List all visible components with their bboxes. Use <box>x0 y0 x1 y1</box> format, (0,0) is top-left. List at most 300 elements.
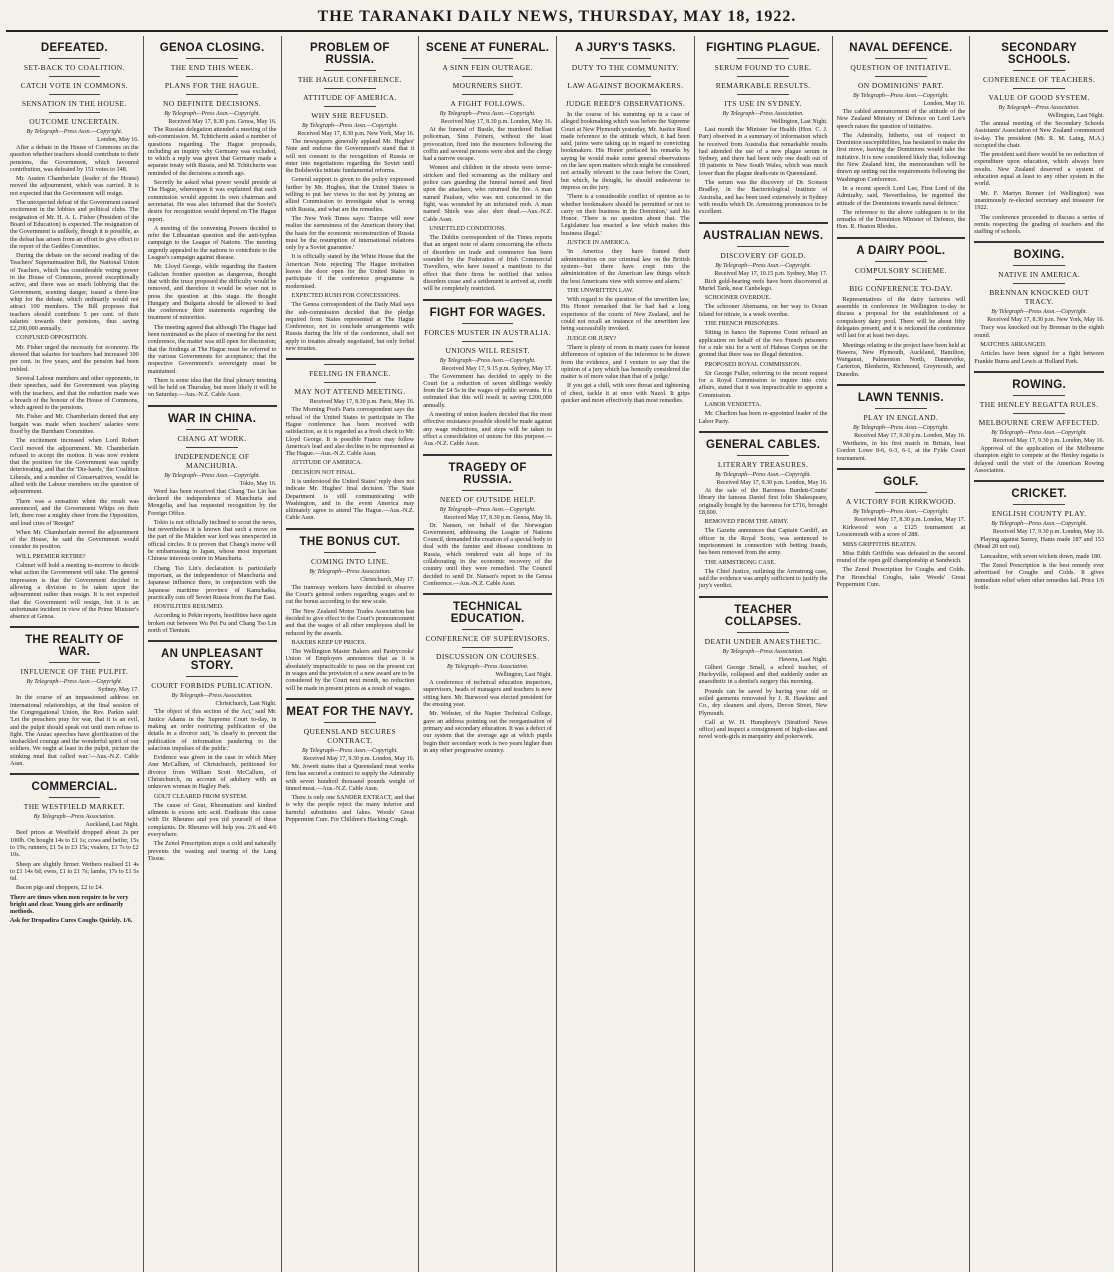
article-paragraph: Miss Edith Griffiths was defeated in the second round of the open golf championship at Sandwich. <box>836 549 966 565</box>
article-subheading: CATCH VOTE IN COMMONS. <box>20 81 129 90</box>
headline-rule <box>737 94 789 95</box>
article-paragraph: There is some idea that the final plenary meeting will be held on Thursday, but more likely it will be on Saturday.—Aus.-N.Z. Cable Assn. <box>147 376 277 399</box>
headline-rule <box>186 76 238 77</box>
headline-rule <box>462 323 514 324</box>
article-headline: AUSTRALIAN NEWS. <box>702 229 824 242</box>
column-3 <box>282 36 420 1272</box>
article-byline: By Telegraph—Press Assn.—Copyright. <box>852 425 949 432</box>
article-paragraph: Lancashire, with seven wickets down, made 180. <box>980 552 1102 560</box>
article-separator <box>286 358 415 360</box>
article-paragraph: Mr. Webster, of the Napier Technical College, gave an address pointing out the reorganisation of primary and secondary education. It was a defect of our system that the average age at which pupils begin their secondary work is two years higher than in any other progressive country. <box>423 710 552 754</box>
article-subheading: CONFERENCE OF SUPERVISORS. <box>425 634 550 644</box>
article-headline: MEAT FOR THE NAVY. <box>286 705 414 718</box>
article-subheading: MAY NOT ATTEND MEETING. <box>294 387 406 397</box>
article-paragraph: The New York Times says: 'Europe will now realize the earnestness of the American theory that the basis for the economic reconstruction of Russia must be the resumption of international relations only by a Soviet guarantee.' <box>285 214 415 252</box>
article-paragraph: Several Labour members and other opponents, in their speeches, said the Government was playing with the teachers, and that the reduction made was a breach of the honour of the House of Commons, which agreed to the pensions. <box>10 374 139 412</box>
article-subheading: THE WESTFIELD MARKET. <box>23 802 125 812</box>
article-byline: By Telegraph—Press Assn.—Copyright. <box>852 93 949 99</box>
article-subheading: LITERARY TREASURES. <box>717 459 809 469</box>
article-byline: By Telegraph—Press Assn.—Copyright. <box>164 472 261 479</box>
article-paragraph: The Admiralty, hitherto, out of respect to Dominion susceptibilities, has hesitated to make the first move, leaving the Dominions would take the initiative. It is now considered likely that, following the New Zealand hint, the memorandum will be drawn up setting out the requirements following the Washington Conference. <box>836 131 966 183</box>
article-subheading: INDEPENDENCE OF MANCHURIA. <box>174 451 250 470</box>
column-4 <box>419 36 557 1272</box>
article-paragraph: During the debate on the second reading of the Teachers' Superannuation Bill, the National Union of Teachers, which has considerable voting power in the House of Commons, proved exceptionally active, and there was so much lobbying that the Government, scenting danger, issued a three-line whip for the debate, which ordinarily would not attract 100 members. The Bill proposes that teachers should contribute 5 per cent. of their salaries towards their pensions, thus saving £2,200,000 annually. <box>10 252 139 333</box>
article-paragraph: The schooner Abemama, on her way to Ocean Island for nitrate, is a week overdue. <box>698 303 828 318</box>
article-paragraph: The cabled announcement of the attitude of the New Zealand Ministry of Defence on Lord Lee's speech raises the question of initiative. <box>836 108 966 130</box>
article-paragraph: With regard to the question of the unwritten law, His Honor remarked that he had had a long experience of the courts of New Zealand, and he could not recall an instance of the unwritten law being successfully invoked. <box>561 296 690 333</box>
article-paragraph: The unexpected defeat of the Government caused excitement in the lobbies and political clubs. The resignation of Mr. H. A. L. Fisher (President of the Board of Education) is expected. The resignation of the Government is unlikely, though it is possible, as the defeat has arisen from an effort to give effect to the report of the Geddes Committee. <box>10 199 139 250</box>
headline-rule <box>875 408 927 409</box>
article-paragraph: In the course of his summing up in a case of alleged bookmaking which was before the Supreme Court at New Plymouth yesterday, Mr. Justice Reed made reference to the attitude which, it had been said, juries were taking up in regard to convicting bookmakers. His Honor prefaced his remarks by saying he would make some general observations on the law upon matters which might be considered not actually relevant to the case before the Court, but which, he thought, he should endeavour to impress on the jury. <box>561 111 690 191</box>
article-paragraph: ATTITUDE OF AMERICA. <box>291 459 363 467</box>
article-separator <box>148 640 277 642</box>
article-separator <box>10 626 139 628</box>
headline-rule <box>737 632 789 633</box>
headline-rule <box>324 70 376 71</box>
article-dateline: Auckland, Last Night. <box>85 822 139 829</box>
headline-rule <box>49 112 101 113</box>
article-separator <box>837 237 966 239</box>
article-subheading: NO DEFINITE DECISIONS. <box>163 99 262 108</box>
article-headline: LAWN TENNIS. <box>857 392 944 405</box>
article-paragraph: When Mr. Chamberlain moved the adjournment of the House, he said the Government would consider its position. <box>10 528 139 551</box>
advertisement: Ask for Dropadira Cures Coughs Quickly. 1/6. <box>10 916 133 924</box>
article-dateline: Received May 17, 8.30 p.m. New York, May 16. <box>297 131 415 137</box>
article-paragraph: LABOR VENDETTA. <box>704 401 762 409</box>
article-paragraph: 'The object of this section of the Act,' said Mr. Justice Adams in the Supreme Court to-day, in making an order restricting publication of the details in a divorce suit, 'is clearly to prevent the publication of information pandering to the salacious impulses of the public.' <box>147 708 277 752</box>
article-paragraph: Playing against Surrey, Hants made 187 and 153 (Mead 20 not out). <box>974 536 1104 551</box>
article-byline: By Telegraph—Press Association. <box>446 664 529 671</box>
article-paragraph: Mr. Austen Chamberlain (leader of the House) moved the adjournment, which was carried. It is not expected that the Government will resign. <box>10 175 139 197</box>
headline-rule <box>49 797 101 798</box>
article-subheading: PLANS FOR THE HAGUE. <box>164 81 260 90</box>
article-headline: WAR IN CHINA. <box>168 412 257 425</box>
article-separator <box>974 480 1104 482</box>
headline-rule <box>1013 395 1065 396</box>
article-paragraph: Mr. Fisher and Mr. Chamberlain denied that any bargain was made when teachers' salaries were fixed by the Burnham Committee. <box>10 413 139 435</box>
article-headline: GENERAL CABLES. <box>706 438 821 451</box>
article-subheading: COURT FORBIDS PUBLICATION. <box>151 681 273 691</box>
article-paragraph: In the course of an impassioned address on international relationships, at the final session of the Congregational Union, the Rev. Parkin said: 'Let the preachers pray for war, that it is an evil, and the pulpit should speak out until men refuse to fight. The Anzac speeches have glorification of the unshackled courage and the wonderful spirit of our soldiers. We ought at least in the pulpit, picture the stinking mud that called war.'—Aus.-N.Z. Cable Assn. <box>10 694 139 768</box>
article-subheading: JUDGE REED'S OBSERVATIONS. <box>565 99 686 108</box>
article-paragraph: After a debate in the House of Commons on the question whether teachers should contribute to their pensions, the Government, which favoured contribution, was defeated by 151 votes to 148. <box>10 144 139 173</box>
article-separator <box>423 454 552 456</box>
article-separator <box>286 698 415 700</box>
headline-rule <box>462 629 514 630</box>
article-byline: By Telegraph—Press Assn.—Copyright. <box>991 429 1088 436</box>
article-headline: THE BONUS CUT. <box>299 535 401 548</box>
headline-rule <box>1013 70 1065 71</box>
article-headline: FIGHT FOR WAGES. <box>429 306 546 319</box>
headline-rule <box>600 58 652 59</box>
article-headline: AN UNPLEASANT STORY. <box>160 648 264 673</box>
article-subheading: THE HAGUE CONFERENCE. <box>297 75 402 84</box>
article-paragraph: If you get a chill, with sore throat and tightening of chest, tackle it at once with Nazol. It grips quicker and more effectively than most remedies. <box>561 382 690 404</box>
article-subheading: COMING INTO LINE. <box>311 556 389 566</box>
article-paragraph: The newspapers generally applaud Mr. Hughes' Note and endorse the Government's stand that it will not consent to the recognition of Russia or enter into negotiations regarding the Soviet until the Bolsheviks initiate fundamental reforms. <box>285 138 415 175</box>
article-paragraph: The serum was the discovery of Dr. Scotson Bradley, in the Bacteriological Institute of Australia, and has been used extensively in Sydney with results which Dr. Armstrong pronounces to be excellent. <box>698 179 828 216</box>
article-subheading: THE END THIS WEEK. <box>170 63 254 72</box>
article-dateline: Received May 17, 8.30 p.m. Paris, May 16. <box>309 399 415 406</box>
article-subheading: CHANG AT WORK. <box>177 433 247 443</box>
article-separator <box>423 593 552 595</box>
article-headline: NAVAL DEFENCE. <box>849 42 953 54</box>
article-subheading: DISCUSSION ON COURSES. <box>436 652 540 662</box>
article-byline: By Telegraph—Press Assn.—Copyright. <box>715 471 812 478</box>
article-dateline: Received May 17, 8.30 p.m. Genoa, May 16. <box>443 514 552 521</box>
article-paragraph: JUDGE OR JURY? <box>567 334 617 342</box>
article-paragraph: The president said there would be no reduction of expenditure upon education, which always bore results. New Zealand deserved a system of education equal at least to any other system in the world. <box>974 151 1104 188</box>
article-paragraph: Sitting in banco the Supreme Court refused an application on behalf of the two French prisoners for a rule nisi for a writ of Habeas Corpus on the ground that there was no illegal detention. <box>698 329 828 359</box>
column-6 <box>695 36 833 1272</box>
article-subheading: FORCES MUSTER IN AUSTRALIA. <box>424 327 552 337</box>
article-paragraph: THE FRENCH PRISONERS. <box>704 320 780 328</box>
article-subheading: A VICTORY FOR KIRKWOOD. <box>845 496 957 506</box>
article-paragraph: DECISION NOT FINAL. <box>291 468 356 476</box>
article-subheading: ATTITUDE OF AMERICA. <box>303 93 397 102</box>
columns <box>6 36 1108 1272</box>
article-subheading: DISCOVERY OF GOLD. <box>720 250 806 260</box>
article-byline: By Telegraph—Press Association. <box>722 111 804 117</box>
article-paragraph: MATCHES ARRANGED. <box>980 341 1047 349</box>
article-dateline: Received May 17, 9.30 p.m. London, May 16. <box>716 479 828 486</box>
article-paragraph: The Russian delegation attended a meeting of the sub-commission. M. Tchitcherin asked a number of questions regarding The Hague proposals, including an inquiry why Germany was excluded, to which a reply was given that Germany made a separate treaty with Russia, and M. Tchitcherin was reminded of the decisions a month ago. <box>147 126 277 177</box>
column-2 <box>144 36 282 1272</box>
headline-rule <box>324 722 376 723</box>
article-paragraph: A conference of technical education inspectors, supervisors, heads of managers and teachers is now sitting here. Mr. Burwood was elected president for the ensuing year. <box>423 679 552 709</box>
article-subheading: FEELING IN FRANCE. <box>309 369 391 379</box>
article-paragraph: The New Zealand Motor Trades Association has decided to give effect to the Court's pronouncement and that the wages of all other employees shall be reduced by the awards. <box>285 607 415 637</box>
article-headline: FIGHTING PLAGUE. <box>706 42 821 54</box>
article-paragraph: A meeting of the convening Powers decided to refer the Lithuanian question and the anti-typhus campaign to the League of Nations. The meeting urgently appealed to the nations to contribute to the League's campaign against disease. <box>147 224 277 262</box>
headline-rule <box>49 662 101 663</box>
article-paragraph: The Genoa correspondent of the Daily Mail says the sub-commission decided that the pledge required from States represented at The Hague Conference, not to conclude arrangements with Russia during the life of the conference, shall not apply to treaties already negotiated, but only forbid new treaties. <box>285 301 415 353</box>
article-paragraph: The Dublin correspondent of the Times reports that an urgent note of alarm concerning the effects of disorders on trade and commerce has been sounded by the Federation of Irish Commercial Travellers, who have issued a manifesto to the effect that their firms be notified that unless disorders cease and a settlement is arrived at, credit will be completely restricted. <box>423 234 552 293</box>
article-paragraph: A meeting of union leaders decided that the most effective resistance possible should be made against any wage reductions, and steps will be taken to effect a consolidation of unions for this purpose.—Aus.-N.Z. Cable Assn. <box>423 411 552 448</box>
article-paragraph: Kirkwood won a £125 tournament at Lossiemouth with a score of 288. <box>836 523 966 539</box>
article-paragraph: Wertheim, in his first match in Britain, beat Gordon Lowe 8-6, 6-3, 6-1, at the Fylde Court tournament. <box>836 440 966 462</box>
article-paragraph: The tramway workers have decided to observe the Court's general orders regarding wages and to cut the bonus according to the new scale. <box>285 583 415 606</box>
article-paragraph: Call at W. H. Humphrey's (Stratford News office) and inspect a consignment of high-class and novel work-girls in marquetry and pokerwork. <box>698 718 828 741</box>
article-dateline: Wellington, Last Night. <box>1047 113 1104 119</box>
article-headline: TRAGEDY OF RUSSIA. <box>448 461 527 486</box>
article-subheading: CONFERENCE OF TEACHERS. <box>983 75 1096 84</box>
article-headline: BOXING. <box>1013 249 1065 262</box>
article-paragraph: Chang Tso Lin's declaration is particularly important, as the independence of Manchuria and Japanese influence there, in conjunction with the Japanese maritime province of Kamchatka, practically cuts off Soviet Russia from the Far East. <box>147 564 277 601</box>
article-paragraph: According to Pekin reports, hostilities have again broken out between Wu Pei Fu and Chang Tso Lin north of Tientsin. <box>147 612 277 635</box>
article-paragraph: Pounds can be saved by having your old or soiled garments renovated by J. R. Hawkins and Co., dry cleaners and dyers, Devon Street, New Plymouth. <box>698 687 828 717</box>
article-paragraph: Bacon pigs and choppers, £2 to £4. <box>16 884 103 892</box>
article-paragraph: PROPOSED ROYAL COMMISSION. <box>704 360 801 368</box>
article-byline: By Telegraph—Press Association. <box>998 105 1080 111</box>
article-paragraph: Mr. Charlton has been re-appointed leader of the Labor Party. <box>698 410 828 425</box>
article-byline: By Telegraph—Press Assn.—Copyright. <box>26 129 123 135</box>
article-byline: By Telegraph—Press Association. <box>171 693 253 700</box>
article-byline: By Telegraph—Press Assn.—Copyright. <box>991 521 1088 528</box>
headline-rule <box>600 94 652 95</box>
article-byline: By Telegraph—Press Assn.—Copyright. <box>164 111 261 117</box>
advertisement: There are times when men require to be very bright and clear. Young girls are ordinarily methods. <box>10 893 129 915</box>
article-headline: SCENE AT FUNERAL. <box>425 42 550 54</box>
article-dateline: Received May 17, 9.30 p.m. London, May 16. <box>992 437 1104 444</box>
article-paragraph: Cabinet will hold a meeting to-morrow to decide what action the Government will take. The general impression is that the Government decided in allowing a division to be taken upon the adjournment rather than resign. It is not expected that the Government will resign, but it is an unfortunate incident in view of the Prime Minister's absence at Genoa. <box>10 562 139 621</box>
article-separator <box>974 241 1104 243</box>
article-paragraph: There was a sensation when the result was announced, and the Government Whips on their left, there rose a mighty cheer from the Opposition, and loud cries of 'Resign!' <box>10 497 139 527</box>
article-subheading: COMPULSORY SCHEME. <box>854 265 947 275</box>
article-subheading: ON DOMINIONS' PART. <box>857 81 944 90</box>
column-8 <box>970 36 1108 1272</box>
article-byline: By Telegraph—Press Assn.—Copyright. <box>991 309 1088 316</box>
article-paragraph: The Chief Justice, outlining the Armstrong case, said the evidence was amply sufficient to justify the jury's verdict. <box>698 567 828 590</box>
article-paragraph: GOUT CLEARED FROM SYSTEM. <box>153 792 248 800</box>
article-paragraph: Approval of the application of the Melbourne champion eight to compete at the Henley regatta is delayed until the visit of the American Rowing Association. <box>974 444 1104 474</box>
headline-rule <box>186 58 238 59</box>
article-subheading: DUTY TO THE COMMUNITY. <box>571 63 679 72</box>
article-paragraph: The meeting agreed that although The Hague had been nominated as the place of meeting for the next conference, the matter was still open for discussion; that the findings at The Hague must be referred to the various Governments for acceptance; that the respective Government's sovereignty must be maintained. <box>147 323 277 375</box>
article-dateline: Received May 17, 10.15 p.m. Sydney, May 17. <box>714 270 828 277</box>
article-paragraph: The reference to the above cablegram is to the remarks of the Dominion Minister of Defence, the Hon. R. Heaton Rhodes. <box>836 208 966 231</box>
headline-rule <box>737 76 789 77</box>
article-subheading: A SINN FEIN OUTRAGE. <box>442 63 533 72</box>
headline-rule <box>49 94 101 95</box>
masthead-title: THE TARANAKI DAILY NEWS, THURSDAY, MAY 18, 1922. <box>317 8 797 25</box>
headline-rule <box>324 106 376 107</box>
article-separator <box>837 468 966 470</box>
article-paragraph: Mr. Lloyd George, while regarding the Eastern Galician frontier question as dangerous, thought that with the truce proposed the difficulty would be removed, and therefore it would be wiser not to press the question at this stage. He thought Hungary and Bulgaria should be allowed to lead the conference their statements regarding the treatment of minorities. <box>147 263 277 322</box>
article-paragraph: It is officially stated by the White House that the American Note rejecting The Hague invitation leaves the door open for the United States to participate if the conference programme is modernised. <box>285 253 415 290</box>
article-paragraph: The Morning Post's Paris correspondent says the refusal of the United States to participate in The Hague conference has been received with satisfaction, as it is regarded as a fresh check to Mr. Lloyd George. It is possible France may follow America's lead and also decline to be represented at The Hague.—Aus.-N.Z. Cable Assn. <box>285 406 415 458</box>
article-paragraph: The cause of Gout, Rheumatism and kindred ailments is excess uric acid. Eradicate this cause with Dr. Rheumo and you rid yourself of these complaints. Dr. Rheumo will help you. 2/6 and 4/6 everywhere. <box>147 801 277 839</box>
article-headline: TECHNICAL EDUCATION. <box>450 601 525 626</box>
headline-rule <box>462 341 514 342</box>
article-separator <box>148 405 277 407</box>
headline-rule <box>737 455 789 456</box>
article-paragraph: The Wellington Master Bakers and Pastrycooks' Union of Employers announces that as it is absolutely impracticable to pass on the present cut in wages and the provision of a new award are to be considered by the Court next month, no reduction will be made in present prices as a result of wages. <box>285 648 415 692</box>
article-paragraph: General support is given to the policy expressed further by Mr. Hughes, that the United States is willing to put her views to the test by joining an allied Commission to investigate what is wrong with Russia, and what are the remedies. <box>285 176 415 213</box>
article-paragraph: UNSETTLED CONDITIONS. <box>429 224 506 232</box>
article-paragraph: At the sale of the Baroness Burdett-Coutts' library the famous Daniel first folio Shakespeare, originally bought by the baroness for £716, brought £8,600. <box>698 486 828 516</box>
article-paragraph: REMOVED FROM THE ARMY. <box>704 518 789 526</box>
article-paragraph: At the funeral of Bustle, the murdered Belfast policeman, Sinn Feiners, without the least provocation, fired into the mourners following the coffin and several persons were shot and the clergy had a narrow escape. <box>423 126 552 163</box>
article-paragraph: Mr. F. Martyn Renner (of Wellington) was unanimously re-elected secretary and treasurer for 1922. <box>974 189 1104 212</box>
article-paragraph: JUSTICE IN AMERICA. <box>567 239 631 247</box>
article-separator <box>699 431 828 433</box>
article-headline: GOLF. <box>883 475 919 488</box>
article-paragraph: Representatives of the dairy factories will assemble in conference in Wellington to-day to discuss a proposal for the establishment of a compulsory dairy pool. There will be about fifty delegates present, and it is reckoned the conference will last for at least two days. <box>836 295 966 340</box>
article-subheading: MELBOURNE CREW AFFECTED. <box>978 417 1100 427</box>
article-paragraph: Sir George Fuller, referring to the recent request for a Royal Commission to inquire into civic affairs, stated that it was impracticable to appoint a Commission. <box>698 369 828 399</box>
article-headline: ROWING. <box>1012 378 1067 391</box>
article-paragraph: Tracy was knocked out by Brennan in the eighth round. <box>974 324 1104 339</box>
article-paragraph: 'In America they have framed their administration on our criminal law on the British system—but there have crept into the administration of the American law things which the best Americans view with sorrow and alarm.' <box>561 248 690 285</box>
article-byline: By Telegraph—Press Assn.—Copyright. <box>439 506 536 513</box>
article-headline: TEACHER COLLAPSES. <box>724 603 802 628</box>
article-separator <box>10 773 139 775</box>
article-dateline: Wellington, Last Night. <box>495 672 552 679</box>
article-paragraph: Last month the Minister for Health (Hon. C. J. Parr) observed in a summary of information which he received from Australia that remarkable results had attended the use of a new plague serum in Sydney, and there had been only one death out of 18 patients in New South Wales, which was much lower than the plague death-rate in Queensland. <box>698 126 828 177</box>
article-subheading: BRENNAN KNOCKED OUT TRACY. <box>989 288 1089 307</box>
article-subheading: BIG CONFERENCE TO-DAY. <box>849 283 953 293</box>
article-paragraph: The excitement increased when Lord Robert Cecil moved the adjournment. Mr. Chamberlain refused to accept the motion. It was now evident that the position for the Government was rapidly deteriorating, and that the 'Die-hards,' the Coalition Liberals, and a number of Conservatives, would be allied with the Labour members on the question of adjournment. <box>10 437 139 496</box>
article-subheading: QUEENSLAND SECURES CONTRACT. <box>303 726 397 745</box>
article-paragraph: CONFUSED OPPOSITION. <box>16 334 88 342</box>
article-subheading: SET-BACK TO COALITION. <box>23 63 125 72</box>
article-subheading: NEED OF OUTSIDE HELP. <box>439 494 536 504</box>
headline-rule <box>324 88 376 89</box>
article-byline: By Telegraph—Press Assn.—Copyright. <box>439 357 536 364</box>
article-byline: By Telegraph—Press Assn.—Copyright. <box>852 508 949 515</box>
article-headline: A JURY'S TASKS. <box>575 42 676 54</box>
headline-rule <box>875 261 927 262</box>
article-paragraph: Sheep are slightly firmer. Wethers realised £1 4s to £1 14s 6d; ewes, £1 to £1 7s; lambs, 17s to £1 5s 6d. <box>10 860 139 883</box>
headline-rule <box>462 490 514 491</box>
article-paragraph: Tokio is not officially inclined to scout the news, but nevertheless it is known that such a move on the part of the Mukden war lord was unexpected in official circles. It is proven that Chang's move will be embarrassing to Japan, whose most important Chinese interests centre in Manchuria. <box>147 518 277 563</box>
headline-rule <box>1013 265 1065 266</box>
article-subheading: REMARKABLE RESULTS. <box>715 81 811 90</box>
article-byline: By Telegraph—Press Assn.—Copyright. <box>439 111 536 117</box>
article-headline: GENOA CLOSING. <box>159 42 265 54</box>
headline-rule <box>1013 413 1065 414</box>
article-separator <box>974 371 1104 373</box>
article-paragraph: The conference proceeded to discuss a series of remits respecting the grading of teachers and the staffing of schools. <box>974 213 1104 236</box>
headline-rule <box>462 58 514 59</box>
article-subheading: SERUM FOUND TO CURE. <box>714 63 812 72</box>
article-headline: PROBLEM OF RUSSIA. <box>310 42 390 66</box>
article-dateline: Tokio, May 16. <box>239 480 277 487</box>
headline-rule <box>324 382 376 383</box>
headline-rule <box>324 552 376 553</box>
article-subheading: ENGLISH COUNTY PLAY. <box>991 509 1087 519</box>
article-dateline: Hawera, Last Night. <box>778 656 828 663</box>
article-separator <box>286 528 415 530</box>
article-paragraph: Mr. Jowett states that a Queensland meat works firm has secured a contract to supply the Admiralty with seven hundred thousand pounds weight of tinned meat.—Aus.-N.Z. Cable Assn. <box>285 762 415 792</box>
article-byline: By Telegraph—Press Association. <box>33 814 116 821</box>
article-headline: COMMERCIAL. <box>31 781 118 794</box>
column-5 <box>557 36 695 1272</box>
headline-rule <box>324 364 376 365</box>
article-dateline: London, May 16. <box>97 137 139 143</box>
headline-rule <box>875 279 927 280</box>
headline-rule <box>1013 504 1065 505</box>
article-paragraph: Gilbert George Small, a school teacher, of Hurleyville, collapsed and died suddenly under an anaesthetic in a dentist's surgery this morning. <box>698 663 828 686</box>
article-paragraph: SCHOONER OVERDUE. <box>704 294 771 302</box>
article-paragraph: In a recent speech Lord Lee, First Lord of the Admiralty, said, 'Nevertheless, he regretted the attitude of the Dominions towards naval defence.' <box>836 184 966 207</box>
headline-rule <box>186 94 238 95</box>
article-subheading: DEATH UNDER ANAESTHETIC. <box>704 636 822 646</box>
article-byline: By Telegraph—Press Assn.—Copyright. <box>26 679 123 686</box>
article-paragraph: MISS GRIFFITHS BEATEN. <box>842 540 917 548</box>
article-headline: A DAIRY POOL. <box>856 244 946 257</box>
article-paragraph: Secretly he asked what power would preside at The Hague, whereupon it was explained that each commission would appoint its own chairman and secretariat. He was also informed that the Soviet's desire for recognition would depend on The Hague report. <box>147 179 277 223</box>
article-headline: THE REALITY OF WAR. <box>25 634 124 659</box>
article-paragraph: Dr. Nansen, on behalf of the Norwegian Government, addressing the League of Nations Council, demanded the creation of a special body to deal with the famine and disease conditions in Russia, which rendered vain all hope of its collaborating in the economic recovery of the country until they were remedied. The Council decided to send Dr. Nansen's report to the Genoa Conference.—Aus.-N.Z. Cable Assn. <box>423 521 552 587</box>
article-dateline: Received May 17, 9.30 p.m. London, May 16. <box>854 433 966 440</box>
article-paragraph: Word has been received that Chang Tso Lin has declared the independence of Manchuria and Mongolia, and has requested recognition by the Foreign Office. <box>147 487 277 517</box>
article-byline: By Telegraph—Press Assn.—Copyright. <box>301 747 398 754</box>
article-byline: By Telegraph—Press Association. <box>309 568 391 575</box>
article-subheading: VALUE OF GOOD SYSTEM. <box>988 93 1090 102</box>
headline-rule <box>49 76 101 77</box>
article-subheading: OUTCOME UNCERTAIN. <box>29 117 120 126</box>
article-dateline: Wellington, Last Night. <box>770 119 828 125</box>
article-paragraph: WILL PREMIER RETIRE? <box>16 552 86 560</box>
headline-rule <box>737 58 789 59</box>
article-separator <box>837 384 966 386</box>
article-byline: By Telegraph—Press Association. <box>722 648 804 655</box>
article-dateline: Received May 17, 8.30 p.m. Genoa, May 16. <box>168 119 277 125</box>
article-dateline: Received May 17, 9.15 p.m. Sydney, May 17. <box>441 365 552 372</box>
article-subheading: PLAY IN ENGLAND. <box>863 413 939 423</box>
article-paragraph: Beef prices at Westfield dropped about 2s per 100lb. On bought 14s to £1 1s; cows and heifer, 15s to 19s; runners, £1 5s to £3 15s; vealers, £1 7s to £2 10s. <box>10 829 139 859</box>
article-paragraph: 'There is a considerable conflict of opinion as to whether bookmakers should be permitted or not to carry on their business in the Dominion,' said his Honor. 'There is no question about that. The Legislature has enacted a law which makes this business illegal.' <box>561 193 690 237</box>
article-paragraph: BAKERS KEEP UP PRICES. <box>291 638 366 646</box>
article-dateline: Christchurch, Last Night. <box>215 701 277 708</box>
article-dateline: Sydney, May 17. <box>98 687 139 694</box>
article-separator <box>699 222 828 224</box>
headline-rule <box>462 76 514 77</box>
column-1 <box>6 36 144 1272</box>
article-byline: By Telegraph—Press Assn.—Copyright. <box>301 123 398 129</box>
article-paragraph: The Government has decided to apply to the Court for a reduction of seven shillings weekly from the £4 5s in the wages of public servants. It is estimated that this will result in saving £200,000 annually. <box>423 372 552 409</box>
article-dateline: Received May 17, 8.30 p.m. London, May 17. <box>854 516 966 523</box>
headline-rule <box>49 58 101 59</box>
headline-rule <box>737 246 789 247</box>
article-paragraph: The Gazette announces that Captain Cardiff, an officer in the Royal Scots, was sentenced to imprisonment in connection with betting frauds, has been removed from the army. <box>698 527 828 557</box>
article-headline: SECONDARY SCHOOLS. <box>1001 42 1077 66</box>
article-paragraph: Articles have been signed for a fight between Frankie Burns and Lewis at Holland Park. <box>974 350 1104 365</box>
article-paragraph: Mr. Fisher urged the necessity for economy. He showed that salaries for teachers had increased 100 per cent. in five years, and the pension had been trebled. <box>10 343 139 373</box>
article-paragraph: The Zenol Prescription for Coughs and Colds. For Bronchial Coughs, take Woods' Great Peppermint Cure. <box>836 566 966 588</box>
article-paragraph: EXPECTED RUSH FOR CONCESSIONS. <box>291 291 401 299</box>
article-paragraph: The annual meeting of the Secondary Schools Assistants' Association of New Zealand commenced to-day. The president (Mr. R. M. Laing, M.A.) occupied the chair. <box>974 120 1104 149</box>
article-headline: CRICKET. <box>1011 488 1067 501</box>
article-paragraph: The Zenol Prescription stops a cold and naturally prevents the wasting and tearing of the Lung Tissue. <box>147 840 277 862</box>
headline-rule <box>875 76 927 77</box>
article-subheading: INFLUENCE OF THE PULPIT. <box>20 667 129 677</box>
column-7 <box>833 36 971 1272</box>
article-subheading: A FIGHT FOLLOWS. <box>450 99 525 108</box>
headline-rule <box>462 647 514 648</box>
headline-rule <box>186 447 238 448</box>
article-subheading: THE HENLEY REGATTA RULES. <box>979 399 1099 409</box>
article-paragraph: Evidence was given in the case in which Mary Ann McCallum, of Christchurch, petitioned for divorce from William Scott McCallum, of Christchurch, on account of adultery with an unknown woman in Hagley Park. <box>147 754 277 791</box>
article-paragraph: Rich gold-bearing reefs have been discovered at Muriel Tank, near Canbelego. <box>698 277 828 292</box>
article-subheading: LAW AGAINST BOOKMAKERS. <box>567 81 684 90</box>
headline-rule <box>875 492 927 493</box>
article-subheading: ITS USE IN SYDNEY. <box>724 99 802 108</box>
article-dateline: Received May 17, 8.30 p.m. New York, May 16. <box>987 317 1104 324</box>
headline-rule <box>462 94 514 95</box>
article-paragraph: HOSTILITIES RESUMED. <box>153 603 224 611</box>
article-paragraph: There is only one SANDER EXTRACT, and that is why the people reject the many inferior and harmful substitutes and fakes. Woods' Great Peppermint Cure. For Children's Hacking Cough. <box>285 794 415 823</box>
headline-rule <box>186 676 238 677</box>
article-subheading: NATIVE IN AMERICA. <box>998 270 1081 280</box>
article-paragraph: 'There is plenty of room in many cases for honest differences of opinion of the inference to be drawn from the evidence, and I venture to say that the opinion of a jury which has honestly considered the matter is of more value than that of a judge.' <box>561 343 690 381</box>
article-subheading: SENSATION IN THE HOUSE. <box>21 99 127 108</box>
headline-rule <box>600 76 652 77</box>
article-paragraph: THE ARMSTRONG CASE. <box>704 558 776 566</box>
article-dateline: Received May 17, 9.30 p.m. London, May 16. <box>992 529 1104 536</box>
masthead <box>6 4 1108 32</box>
article-paragraph: Women and children in the streets were terror-stricken and fled screaming as the military and police cars guarding the funeral turned and fired upon the attackers, who returned the fire. A man named Paulsen, who was not concerned in the fight, was wounded by an infuriated mob. A man named Shiels was also shot dead.—Aus.-N.Z. Cable Assn. <box>423 164 552 223</box>
headline-rule <box>186 429 238 430</box>
article-subheading: UNIONS WILL RESIST. <box>445 345 530 355</box>
article-paragraph: THE UNWRITTEN LAW. <box>567 286 634 294</box>
article-subheading: QUESTION OF INITIATIVE. <box>850 63 952 72</box>
article-paragraph: It is understood the United States' reply does not indicate Mr. Hughes' final decision. The State Department is still communicating with Washington, and in the event America may ultimately agree to attend The Hague.—Aus.-N.Z. Cable Assn. <box>285 477 415 522</box>
article-headline: DEFEATED. <box>40 42 108 54</box>
article-separator <box>699 596 828 598</box>
